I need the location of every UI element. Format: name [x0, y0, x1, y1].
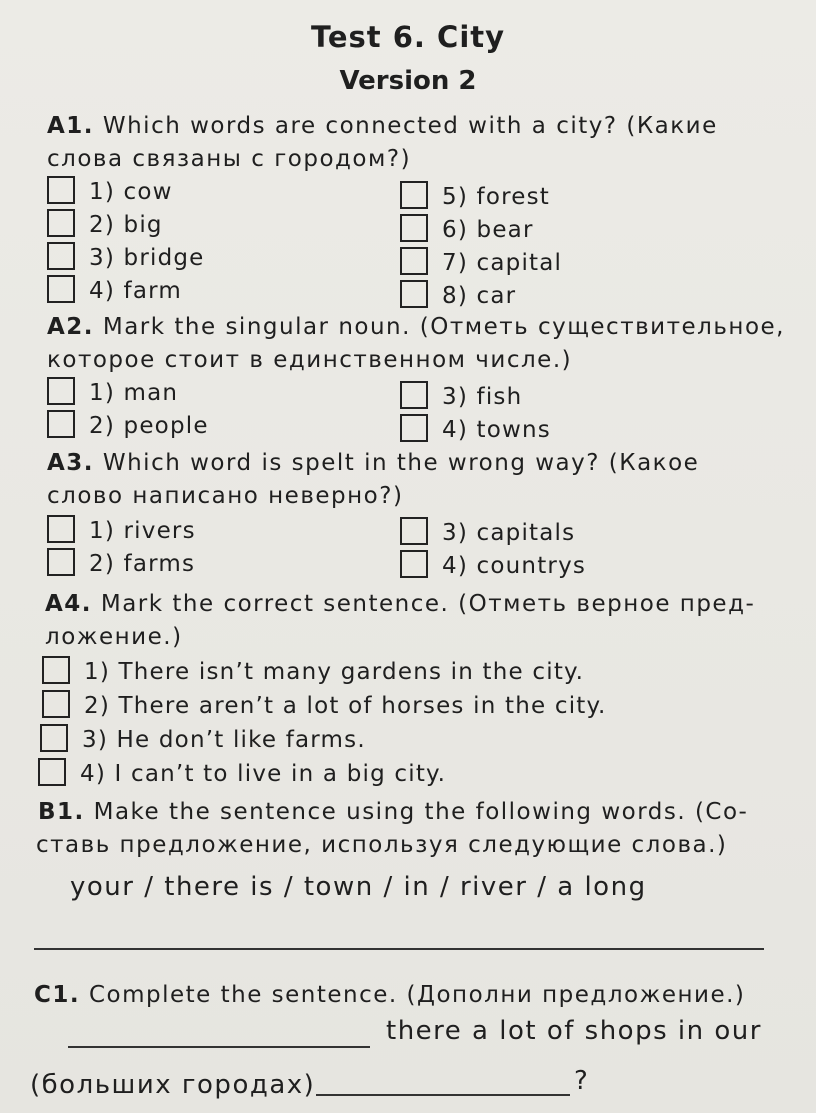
a1-option-3[interactable]	[47, 242, 205, 273]
a1-option-3-label: 3) bridge	[89, 245, 205, 271]
checkbox[interactable]	[42, 656, 70, 684]
checkbox[interactable]	[47, 242, 75, 270]
a4-option-1[interactable]	[42, 656, 584, 687]
checkbox[interactable]	[400, 517, 428, 545]
a3-option-3[interactable]	[400, 517, 575, 548]
checkbox[interactable]	[400, 550, 428, 578]
a1-option-4[interactable]	[47, 275, 182, 306]
a4-option-2[interactable]	[42, 690, 607, 721]
checkbox[interactable]	[400, 181, 428, 209]
a3-option-3-label: 3) capitals	[442, 520, 576, 546]
question-a4-text2: ложение.)	[45, 624, 183, 650]
b1-answer-line[interactable]	[34, 948, 764, 950]
checkbox[interactable]	[47, 209, 75, 237]
a1-option-2-label: 2) big	[89, 212, 163, 238]
checkbox[interactable]	[47, 410, 75, 438]
question-a2-text2: которое стоит в единственном числе.)	[47, 347, 573, 373]
a1-option-5[interactable]	[400, 181, 550, 212]
version-title: Version 2	[339, 66, 477, 96]
a1-option-1[interactable]	[47, 176, 173, 207]
a2-option-3-label: 3) fish	[442, 384, 523, 410]
checkbox[interactable]	[47, 275, 75, 303]
question-b1-number: B1.	[38, 799, 85, 825]
question-a3-text1: Which word is spelt in the wrong way? (Какое	[102, 450, 700, 476]
a2-option-1[interactable]	[47, 377, 178, 408]
a2-option-1-label: 1) man	[89, 380, 179, 406]
question-a2-text1: Mark the singular noun. (Отметь существительное,	[102, 314, 785, 340]
checkbox[interactable]	[38, 758, 66, 786]
b1-word-list: your / there is / town / in / river / a long	[70, 872, 647, 902]
a3-option-2-label: 2) farms	[89, 551, 196, 577]
question-a2-line1	[47, 312, 785, 342]
checkbox[interactable]	[400, 214, 428, 242]
question-c1-line1	[34, 980, 745, 1010]
test-title: Test 6. City	[310, 20, 506, 54]
question-b1-text2: ставь предложение, используя следующие слова.)	[36, 832, 728, 858]
question-c1-number: C1.	[34, 982, 81, 1008]
a1-option-6-label: 6) bear	[442, 217, 534, 243]
a1-option-7-label: 7) capital	[442, 250, 563, 276]
checkbox[interactable]	[42, 690, 70, 718]
question-b1-text1: Make the sentence using the following words. (Со-	[93, 799, 749, 825]
a4-option-3[interactable]	[40, 724, 366, 755]
question-a3-number: A3.	[47, 450, 95, 476]
a3-option-2[interactable]	[47, 548, 195, 579]
c1-sentence-part2: (больших городах)	[30, 1070, 316, 1100]
question-a1-text1: Which words are connected with a city? (Какие	[102, 113, 718, 139]
a1-option-4-label: 4) farm	[89, 278, 182, 304]
question-a2-number: A2.	[47, 314, 95, 340]
checkbox[interactable]	[47, 176, 75, 204]
a2-option-2[interactable]	[47, 410, 209, 441]
c1-question-mark: ?	[574, 1066, 590, 1096]
c1-sentence-part1: there a lot of shops in our	[386, 1016, 762, 1046]
question-b1-line1	[38, 797, 748, 827]
question-a1-number: A1.	[47, 113, 95, 139]
question-a4-text1: Mark the correct sentence. (Отметь верное пред-	[100, 591, 756, 617]
question-a1-line1	[47, 111, 718, 141]
question-a3-text2: слово написано неверно?)	[47, 483, 404, 509]
a4-option-3-label: 3) He don’t like farms.	[82, 727, 366, 753]
a4-option-4[interactable]	[38, 758, 446, 789]
a3-option-1[interactable]	[47, 515, 196, 546]
a4-option-1-label: 1) There isn’t many gardens in the city.	[84, 659, 585, 685]
question-a1-text2: слова связаны с городом?)	[47, 146, 412, 172]
a3-option-1-label: 1) rivers	[89, 518, 196, 544]
a1-option-5-label: 5) forest	[442, 184, 550, 210]
c1-blank-1[interactable]	[68, 1046, 370, 1048]
question-c1-text1: Complete the sentence. (Дополни предложение.)	[88, 982, 746, 1008]
a1-option-7[interactable]	[400, 247, 562, 278]
a1-option-2[interactable]	[47, 209, 163, 240]
question-a4-line1	[45, 589, 755, 619]
c1-blank-2[interactable]	[316, 1094, 570, 1096]
a3-option-4[interactable]	[400, 550, 586, 581]
a4-option-4-label: 4) I can’t to live in a big city.	[80, 761, 447, 787]
a4-option-2-label: 2) There aren’t a lot of horses in the city.	[84, 693, 607, 719]
a1-option-8[interactable]	[400, 280, 516, 311]
checkbox[interactable]	[400, 381, 428, 409]
a1-option-1-label: 1) cow	[89, 179, 173, 205]
a2-option-4-label: 4) towns	[442, 417, 551, 443]
checkbox[interactable]	[40, 724, 68, 752]
question-a3-line1	[47, 448, 699, 478]
a2-option-2-label: 2) people	[89, 413, 209, 439]
checkbox[interactable]	[47, 377, 75, 405]
checkbox[interactable]	[400, 280, 428, 308]
checkbox[interactable]	[47, 515, 75, 543]
checkbox[interactable]	[47, 548, 75, 576]
a2-option-3[interactable]	[400, 381, 522, 412]
checkbox[interactable]	[400, 247, 428, 275]
a3-option-4-label: 4) countrys	[442, 553, 587, 579]
a1-option-6[interactable]	[400, 214, 534, 245]
checkbox[interactable]	[400, 414, 428, 442]
question-a4-number: A4.	[45, 591, 93, 617]
a2-option-4[interactable]	[400, 414, 551, 445]
a1-option-8-label: 8) car	[442, 283, 517, 309]
